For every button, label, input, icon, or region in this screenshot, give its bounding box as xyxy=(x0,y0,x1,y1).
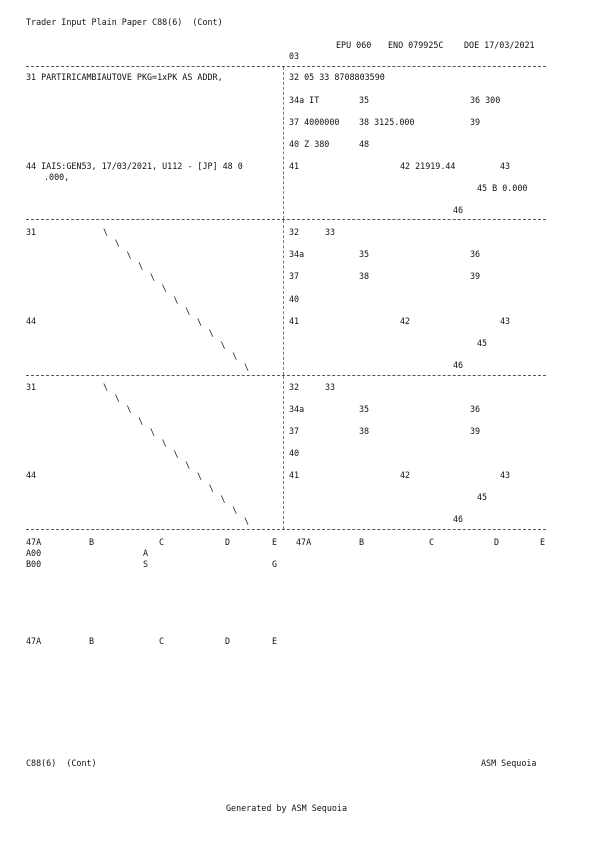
slash-glyph: \ xyxy=(114,393,120,404)
tax-header-c-right: C xyxy=(429,537,435,547)
tax-header-b: B xyxy=(89,537,95,547)
box-44-line-2: .000, xyxy=(44,172,70,182)
slash-glyph: \ xyxy=(197,317,203,327)
box-45: 45 xyxy=(477,492,488,502)
slash-glyph: \ xyxy=(103,382,109,392)
footer-form-label: C88(6) (Cont) xyxy=(26,758,97,768)
box-31-description: 31 PARTIRICAMBIAUTOVE PKG=1xPK AS ADDR, xyxy=(26,72,223,82)
slash-glyph: \ xyxy=(232,350,238,361)
slash-glyph: \ xyxy=(208,482,214,493)
tax-header-b-right: B xyxy=(359,537,365,547)
slash-glyph: \ xyxy=(185,305,191,316)
box-43: 43 xyxy=(500,316,511,326)
tax-header-47a: 47A xyxy=(26,636,42,646)
box-32: 32 xyxy=(289,227,300,237)
slash-glyph: \ xyxy=(138,260,144,271)
column-divider xyxy=(283,376,284,529)
divider xyxy=(26,219,546,220)
slash-glyph: \ xyxy=(126,249,132,260)
slash-glyph: \ xyxy=(208,328,214,339)
box-38: 38 xyxy=(359,271,370,281)
page-title: Trader Input Plain Paper C88(6) (Cont) xyxy=(26,17,223,27)
box-43: 43 xyxy=(500,161,511,171)
box-32: 32 xyxy=(289,382,300,392)
box-31: 31 xyxy=(26,382,37,392)
box-38: 38 xyxy=(359,426,370,436)
tax-row-b: A xyxy=(143,548,149,558)
box-44: 44 xyxy=(26,316,37,326)
slash-glyph: \ xyxy=(173,294,179,305)
footer-brand: ASM Sequoia xyxy=(481,758,537,768)
column-divider xyxy=(283,67,284,219)
box-41: 41 xyxy=(289,470,300,480)
box-42: 42 xyxy=(400,470,411,480)
box-33: 33 xyxy=(325,227,336,237)
epu-field: EPU 060 xyxy=(336,40,372,50)
slash-glyph: \ xyxy=(161,437,167,448)
box-40: 40 xyxy=(289,448,300,458)
box-46: 46 xyxy=(453,205,464,215)
box-44-line-1: 44 IAIS:GEN53, 17/03/2021, U112 - [JP] 48 0 xyxy=(26,161,243,171)
box-36: 36 xyxy=(470,249,481,259)
tax-header-b: B xyxy=(89,636,95,646)
divider xyxy=(26,375,546,376)
box-34a: 34a xyxy=(289,249,305,259)
box-45: 45 B 0.000 xyxy=(477,183,528,193)
box-41: 41 xyxy=(289,316,300,326)
tax-row-e: G xyxy=(272,559,278,569)
box-31: 31 xyxy=(26,227,37,237)
box-42: 42 xyxy=(400,316,411,326)
box-42: 42 21919.44 xyxy=(400,161,456,171)
slash-glyph: \ xyxy=(232,504,238,515)
slash-glyph: \ xyxy=(103,227,109,237)
box-33: 33 xyxy=(325,382,336,392)
box-45: 45 xyxy=(477,338,488,348)
tax-header-e-right: E xyxy=(540,537,546,547)
footer-generated-by: Generated by ASM Sequoia xyxy=(226,803,348,813)
tax-header-47a: 47A xyxy=(26,537,42,547)
box-39: 39 xyxy=(470,426,481,436)
box-37: 37 xyxy=(289,426,300,436)
slash-glyph: \ xyxy=(150,272,156,282)
box-39: 39 xyxy=(470,271,481,281)
slash-glyph: \ xyxy=(114,238,120,249)
box-35: 35 xyxy=(359,95,370,105)
divider xyxy=(26,66,546,67)
box-3: 03 xyxy=(289,51,300,61)
tax-row-type: A00 xyxy=(26,548,42,558)
box-36: 36 xyxy=(470,404,481,414)
doe-field: DOE 17/03/2021 xyxy=(464,40,535,50)
tax-row-b: S xyxy=(143,559,149,569)
box-46: 46 xyxy=(453,514,464,524)
divider xyxy=(26,529,546,530)
tax-header-e: E xyxy=(272,636,278,646)
box-48: 48 xyxy=(359,139,370,149)
box-37: 37 4000000 xyxy=(289,117,340,127)
box-40: 40 Z 380 xyxy=(289,139,330,149)
box-40: 40 xyxy=(289,294,300,304)
tax-header-c: C xyxy=(159,537,165,547)
box-39: 39 xyxy=(470,117,481,127)
box-46: 46 xyxy=(453,360,464,370)
slash-glyph: \ xyxy=(220,339,226,350)
slash-glyph: \ xyxy=(138,415,144,426)
box-44: 44 xyxy=(26,470,37,480)
tax-header-d: D xyxy=(225,636,231,646)
tax-row-type: B00 xyxy=(26,559,42,569)
tax-header-c: C xyxy=(159,636,165,646)
box-37: 37 xyxy=(289,271,300,281)
box-34a: 34a IT xyxy=(289,95,320,105)
slash-glyph: \ xyxy=(244,362,250,372)
box-38: 38 3125.000 xyxy=(359,117,415,127)
tax-header-d-right: D xyxy=(494,537,500,547)
slash-glyph: \ xyxy=(161,283,167,294)
slash-glyph: \ xyxy=(173,449,179,459)
eno-field: ENO 079925C xyxy=(388,40,444,50)
tax-header-e: E xyxy=(272,537,278,547)
slash-glyph: \ xyxy=(220,493,226,504)
box-43: 43 xyxy=(500,470,511,480)
column-divider xyxy=(283,220,284,375)
tax-header-d: D xyxy=(225,537,231,547)
slash-glyph: \ xyxy=(126,404,132,415)
tax-header-47a-right: 47A xyxy=(296,537,312,547)
slash-glyph: \ xyxy=(185,460,191,471)
slash-glyph: \ xyxy=(197,471,203,482)
slash-glyph: \ xyxy=(244,516,250,526)
box-35: 35 xyxy=(359,404,370,414)
box-41: 41 xyxy=(289,161,300,171)
box-36: 36 300 xyxy=(470,95,501,105)
box-32-33-commodity: 32 05 33 8708803590 xyxy=(289,72,385,82)
box-35: 35 xyxy=(359,249,370,259)
box-34a: 34a xyxy=(289,404,305,414)
slash-glyph: \ xyxy=(150,426,156,437)
